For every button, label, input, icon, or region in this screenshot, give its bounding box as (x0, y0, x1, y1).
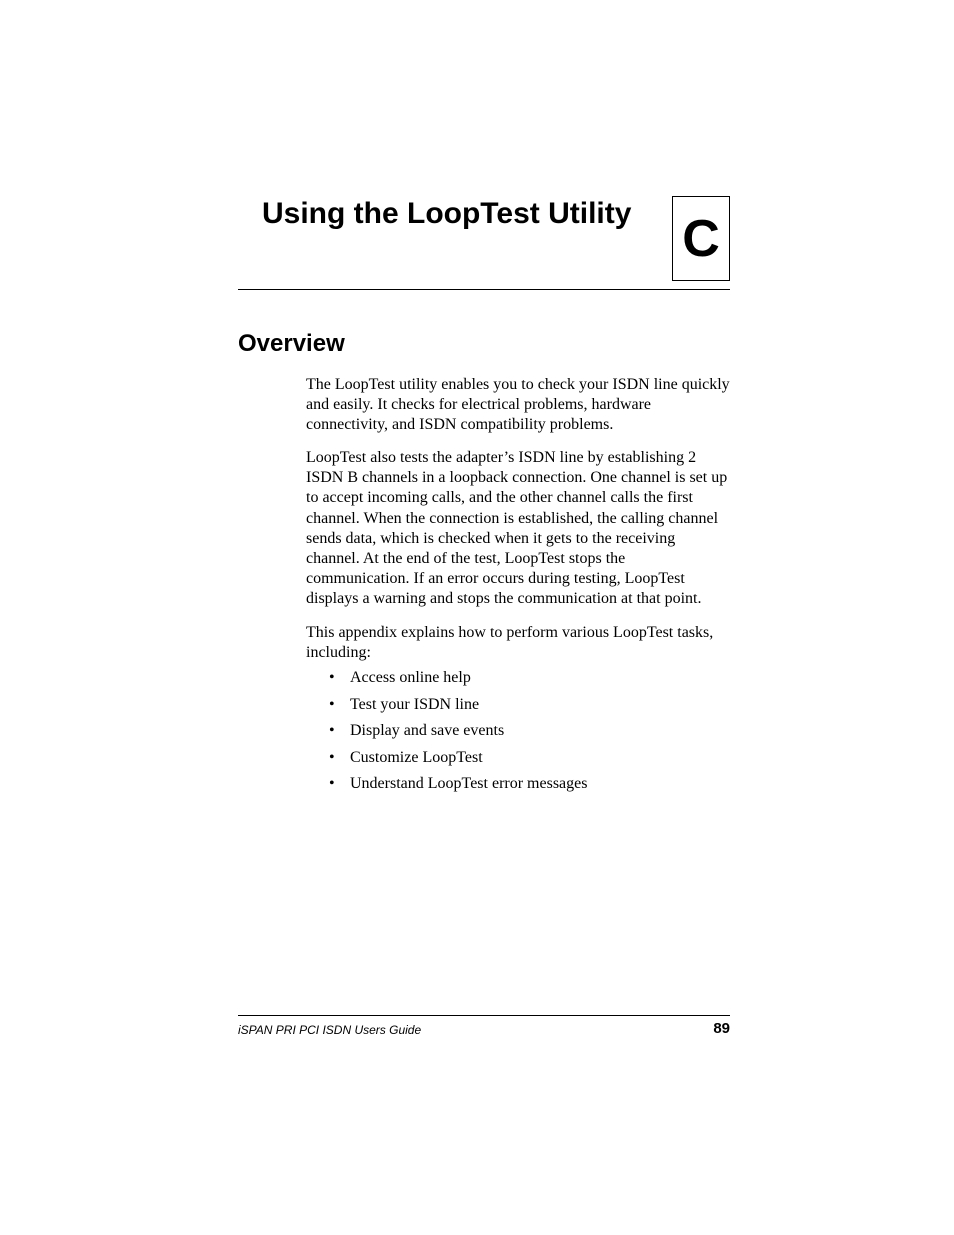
footer-divider (238, 1015, 730, 1016)
page-number: 89 (713, 1020, 730, 1037)
list-item-text: Understand LoopTest error messages (350, 775, 588, 792)
list-item (329, 748, 587, 775)
bullet-marker: • (329, 748, 335, 766)
list-item (329, 668, 587, 695)
bullet-marker: • (329, 722, 335, 739)
chapter-title: Using the LoopTest Utility (262, 197, 632, 230)
chapter-letter: C (682, 210, 720, 268)
list-item (329, 721, 587, 748)
chapter-letter-box (672, 196, 730, 281)
list-item (329, 774, 587, 801)
bullet-marker: • (329, 669, 335, 686)
task-list (329, 668, 587, 801)
header-divider (238, 289, 730, 290)
bullet-marker: • (329, 775, 335, 792)
list-item-text: Customize LoopTest (350, 748, 483, 766)
list-item-text: Test your ISDN line (350, 695, 480, 713)
paragraph-loopback: LoopTest also tests the adapter’s ISDN line by establishing 2 ISDN B channels in a loopback connection. One channel is set up to accept incoming calls, and the other channel calls the first channel. When the connection is established, the calling channel sends data, which is checked when it gets to the receiving channel. At the end of the test, LoopTest stops the communication. If an error occurs during testing, LoopTest displays a warning and stops the communication at that point. (306, 449, 728, 608)
bullet-marker: • (329, 695, 335, 713)
list-item-text: Access online help (350, 669, 471, 686)
footer-title: iSPAN PRI PCI ISDN Users Guide (238, 1023, 422, 1037)
paragraph-intro: The LoopTest utility enables you to check your ISDN line quickly and easily. It checks for electrical problems, hardware connectivity, and ISDN compatibility problems. (306, 376, 730, 434)
paragraph-tasks: This appendix explains how to perform various LoopTest tasks, including: (306, 624, 714, 662)
list-item (329, 695, 587, 722)
list-item-text: Display and save events (350, 722, 505, 739)
section-heading: Overview (238, 330, 345, 357)
